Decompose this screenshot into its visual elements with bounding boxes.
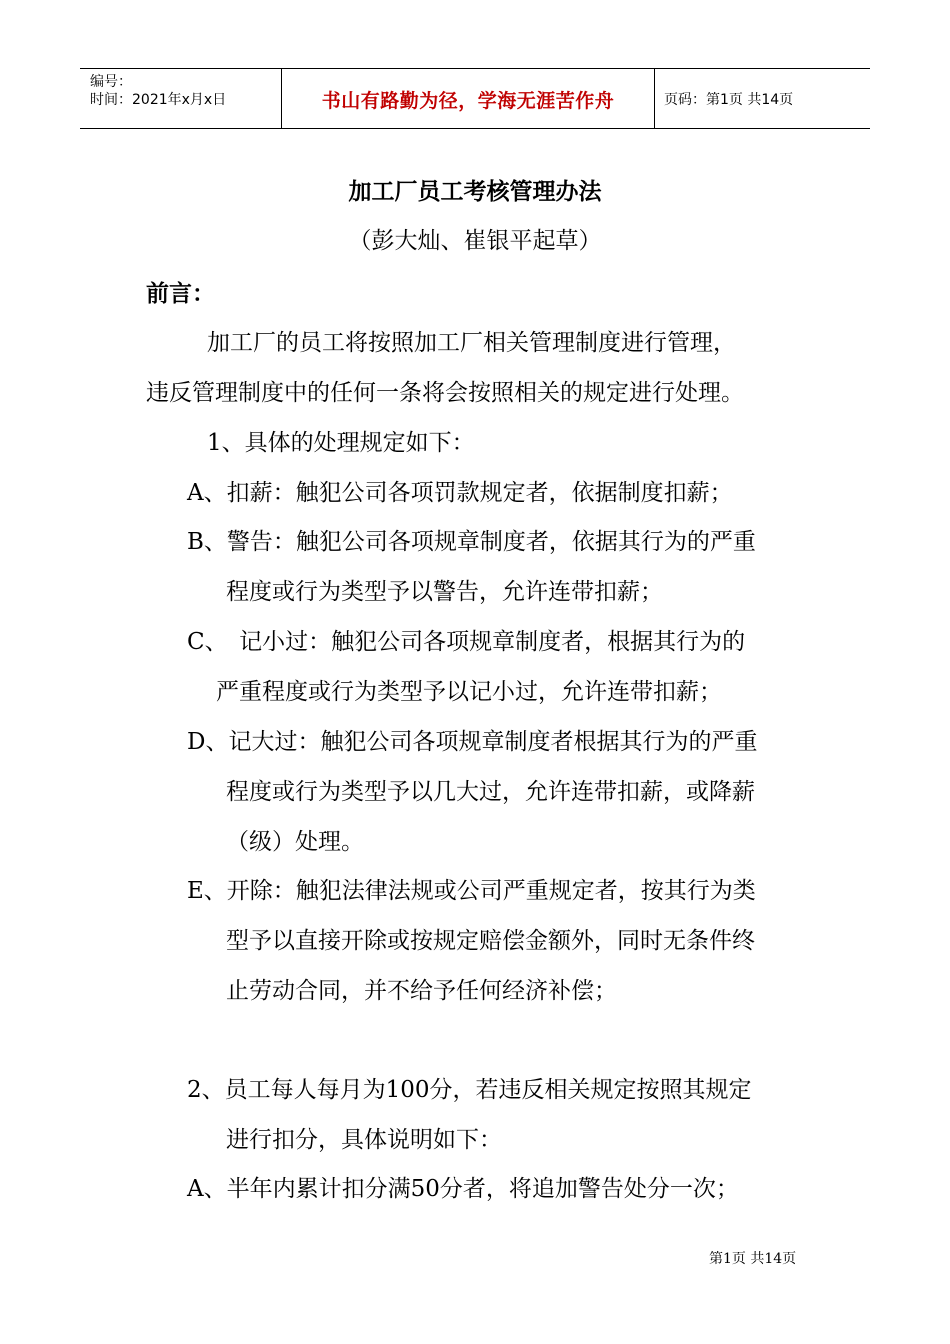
list-item-continuation: （级）处理。 [226,829,364,855]
list-item: A、扣薪：触犯公司各项罚款规定者，依据制度扣薪； [187,480,733,506]
list-item-continuation: 型予以直接开除或按规定赔偿金额外，同时无条件终 [226,928,755,954]
document-title: 加工厂员工考核管理办法 [348,178,602,205]
header-meta [90,73,226,109]
header-motto: 书山有路勤为径，学海无涯苦作舟 [321,90,615,112]
list-item: E、开除：触犯法律法规或公司严重规定者，按其行为类 [187,878,756,904]
serial-label: 编号： [90,74,132,90]
list-item-continuation: 止劳动合同，并不给予任何经济补偿； [226,978,617,1004]
document-header [80,68,870,129]
list-item: A、半年内累计扣分满50分者，将追加警告处分一次； [187,1176,739,1202]
list-item: C、 记小过：触犯公司各项规章制度者，根据其行为的 [187,629,746,655]
document-subtitle: （彭大灿、崔银平起草） [348,228,602,254]
time-label: 时间：2021年x月x日 [90,92,227,108]
list-item-continuation: 程度或行为类型予以警告，允许连带扣薪； [226,579,663,605]
list-item-continuation: 程度或行为类型予以几大过，允许连带扣薪，或降薪 [226,779,755,805]
section-heading: 2、员工每人每月为100分，若违反相关规定按照其规定 [187,1077,752,1103]
header-divider [654,69,655,128]
list-item: B、警告：触犯公司各项规章制度者，依据其行为的严重 [187,529,756,555]
list-item-continuation: 严重程度或行为类型予以记小过，允许连带扣薪； [216,679,722,705]
list-item-continuation: 进行扣分，具体说明如下： [226,1127,502,1153]
footer-page-number: 第1页 共14页 [709,1251,797,1267]
paragraph-line: 加工厂的员工将按照加工厂相关管理制度进行管理， [207,330,736,356]
header-page-number: 页码：第1页 共14页 [664,92,794,108]
list-item: D、记大过：触犯公司各项规章制度者根据其行为的严重 [187,729,758,755]
section-heading: 1、具体的处理规定如下： [207,430,475,456]
preface-heading: 前言： [146,280,215,307]
paragraph-line: 违反管理制度中的任何一条将会按照相关的规定进行处理。 [146,380,744,406]
